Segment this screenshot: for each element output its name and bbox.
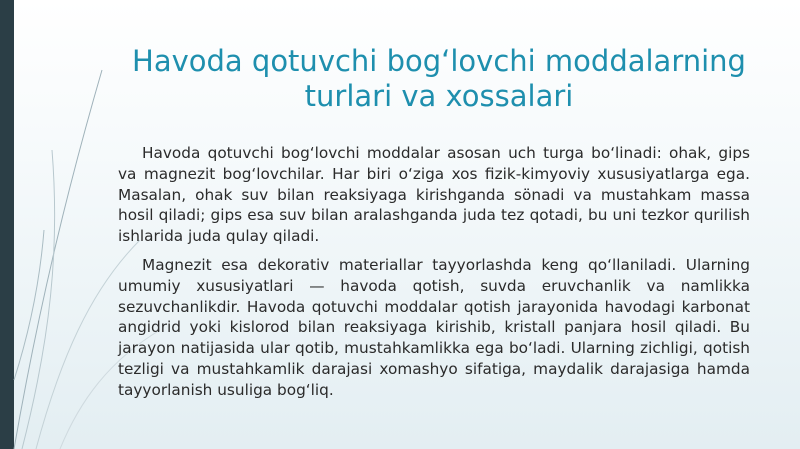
left-accent-bar	[0, 0, 14, 449]
slide-title: Havoda qotuvchi bog‘lovchi moddalarning turlari va xossalari	[132, 44, 746, 113]
paragraph-1: Havoda qotuvchi bog‘lovchi moddalar asosan uch turga bo‘linadi: ohak, gips va magnezit bog‘lovchilar. Har biri o‘ziga xos fizik-kimyoviy xususiyatlarga ega. Masalan, ohak suv bilan reaksiyaga kirishganda sönadi va mustahkam massa hosil qiladi; gips esa suv bilan aralashganda juda tez qotadi, bu uni tezkor qurilish ishlarida juda qulay qiladi.	[118, 144, 750, 246]
paragraph-2: Magnezit esa dekorativ materiallar tayyorlashda keng qo‘llaniladi. Ularning umumiy xususiyatlari — havoda qotish, suvda eruvchanlik va namlikka sezuvchanlikdir. Havoda qotuvchi moddalar qotish jarayonida havodagi karbonat angidrid yoki kislorod bilan reaksiyaga kirishib, kristall panjara hosil qiladi. Bu jarayon natijasida ular qotib, mustahkamlikka ega bo‘ladi. Ularning zichligi, qotish tezligi va mustahkamlik darajasi xomashyo sifatiga, maydalik darajasiga hamda tayyorlanish usuliga bog‘liq.	[118, 255, 750, 399]
slide-body	[118, 143, 750, 409]
